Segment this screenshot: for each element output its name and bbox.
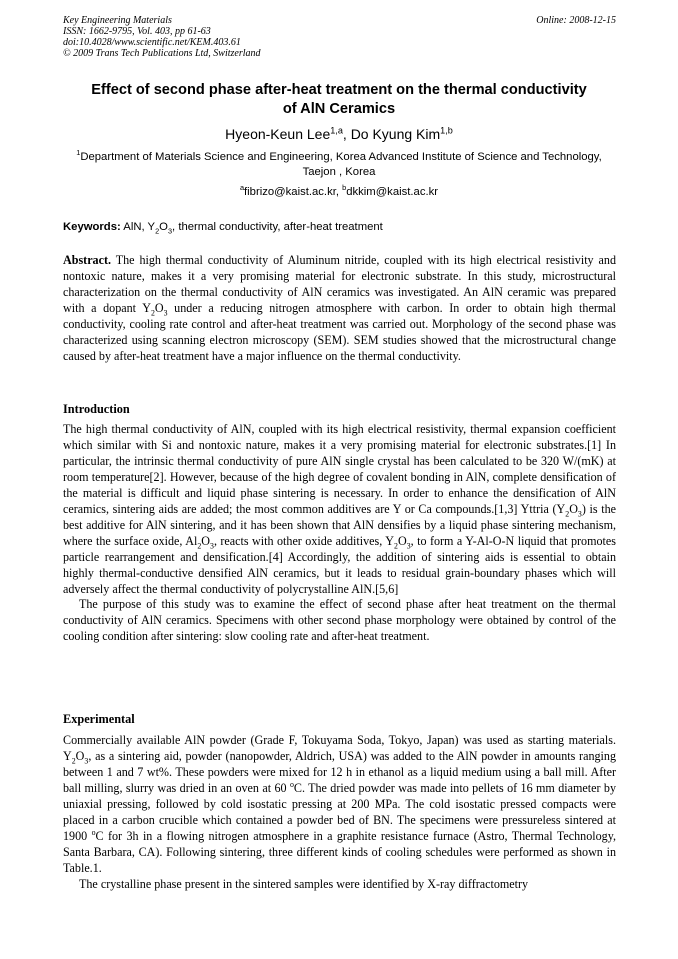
subscript: 2 [155,226,160,236]
title-line-2: of AlN Ceramics [282,101,396,117]
email-a-mark: a [239,183,245,193]
author-1: Hyeon-Keun Lee [225,126,331,142]
keywords [63,220,616,235]
subscript: 2 [197,541,202,551]
paper-title [40,81,638,119]
keywords-text: , thermal conductivity, after-heat treatment [172,221,383,233]
subscript: 3 [163,308,168,318]
subscript: 2 [394,541,398,551]
keywords-label: Keywords: [63,221,121,233]
abstract-text: O [154,300,164,315]
author-2: Do Kyung Kim [350,126,441,142]
subscript: 2 [150,308,155,318]
email-b-mark: b [342,183,347,193]
author-2-affil: 1,b [440,125,453,136]
email-b: dkkim@kaist.ac.kr [346,186,439,198]
subscript: 2 [71,756,76,766]
body-text: Commercially available AlN powder (Grade F, Tokuyama Soda, Tokyo, Japan) was used as starting materials. Y [63,733,616,763]
introduction-section [63,422,616,645]
journal-name: Key Engineering Materials [63,15,172,26]
title-line-1: Effect of second phase after-heat treatment on the thermal conductivity [91,82,587,98]
subscript: 2 [565,509,570,519]
body-text: C for 3h in a flowing nitrogen atmosphere in a graphite resistance furnace (Astro, Thermal Technology, Santa Barbara, CA). Following sintering, three different kinds of cooling schedules were performed as shown in Table.1. [63,828,616,875]
abstract-text: The high thermal conductivity of Aluminum nitride, coupled with its high electrical resistivity and nontoxic nature, makes it a very promising material for electronic substrate. In this study, microstructural characterization on the thermal conductivity of AlN ceramics was investigated. An AlN ceramic was prepared with a dopant Y [63,253,616,315]
body-text: , reacts with other oxide additives, Y [213,533,395,548]
subscript: 3 [210,541,214,551]
abstract-paragraph [63,253,616,365]
journal-header [63,15,616,59]
body-text: O [75,748,85,763]
abstract [63,253,616,365]
affiliation [60,150,618,180]
superscript: o [91,827,96,837]
introduction-paragraph-2: The purpose of this study was to examine the effect of second phase after heat treatment on the thermal conductivity of AlN ceramics. Specimens with other second phase morphology were obtained by control of the cooling condition after sintering: slow cooling rate and after-heat treatment. [63,597,616,644]
doi-line: doi:10.4028/www.scientific.net/KEM.403.61 [63,37,241,48]
copyright-line: © 2009 Trans Tech Publications Ltd, Switzerland [63,48,261,59]
issn-line: ISSN: 1662-9795, Vol. 403, pp 61-63 [63,26,211,37]
body-text: C. The dried powder was made into pellets of 16 mm diameter by uniaxial pressing, followed by cold isostatic pressing at 200 MPa. The cold isostatic pressed compacts were placed in a carbon crucible which contained a powder bed of BN. The specimens were pressureless sintered at 1900 [63,780,616,843]
experimental-heading: Experimental [63,712,135,726]
body-text: O [569,501,578,516]
body-text: , to form a Y-Al-O-N liquid that promotes particle rearrangement and densification.[4] Accordingly, the addition of sintering aids is essential to obtain highly thermal-conductive densified AlN ceramics, but it leads to residual grain-boundary phases which will adversely affect the thermal conductivity of polycrystalline AlN.[5,6] [63,533,616,596]
subscript: 3 [84,756,89,766]
abstract-text: under a reducing nitrogen atmosphere with carbon. In order to obtain high thermal conductivity, cooling rate control and after-heat treatment was carried out. Morphology of the second phase was characterized using scanning electron microscopy (SEM). SEM studies showed that the microstructural change caused by after-heat treatment have a major influence on the thermal conductivity. [63,300,616,363]
email-a: fibrizo@kaist.ac.kr, [244,186,343,198]
abstract-label: Abstract. [63,253,112,267]
body-text: O [397,533,407,548]
experimental-section [63,733,616,893]
subscript: 3 [577,509,582,519]
subscript: 3 [406,541,411,551]
body-text: , as a sintering aid, powder (nanopowder, Aldrich, USA) was added to the AlN powder in amounts ranging between 1 and 7 wt%. These powders were mixed for 12 h in ethanol as a liquid medium using a ball mill. After ball milling, slurry was dried in an oven at 60 [63,748,616,795]
author-list [40,125,638,143]
online-date: Online: 2008-12-15 [536,15,616,26]
superscript: o [289,779,294,789]
body-text: ) is the best additive for AlN sintering, and it has been shown that AlN densifies by a liquid phase sintering mechanism, where the surface oxide, Al [63,501,617,548]
body-text: The high thermal conductivity of AlN, coupled with its high electrical resistivity, thermal expansion coefficient which similar with Si and nontoxic nature, makes it a very promising material for electronic substrates.[1] In particular, the intrinsic thermal conductivity of pure AlN single crystal has been calculated to be 320 W/(mK) at room temperature[2]. However, because of the high degree of covalent bonding in AlN, complete densification of the material is difficult and liquid phase sintering is necessary. In order to enhance the densification of AlN ceramics, sintering aids are added; the most common additives are Y or Ca compounds.[1,3] Yttria (Y [63,422,616,516]
author-1-affil: 1,a [330,125,343,136]
affiliation-text: Department of Materials Science and Engineering, Korea Advanced Institute of Science and Technology, Taejon , Korea [80,151,602,178]
affiliation-mark: 1 [76,148,81,158]
experimental-paragraph-2: The crystalline phase present in the sintered samples were identified by X-ray diffractometry [79,876,529,891]
experimental-paragraph-1 [63,733,616,877]
introduction-heading: Introduction [63,402,130,416]
author-emails [40,185,638,200]
subscript: 3 [167,226,173,236]
keywords-text: AlN, Y [120,221,156,233]
author-separator: , [342,126,351,142]
introduction-paragraph-1 [63,422,616,597]
keywords-text: O [159,221,168,233]
body-text: O [201,533,210,548]
